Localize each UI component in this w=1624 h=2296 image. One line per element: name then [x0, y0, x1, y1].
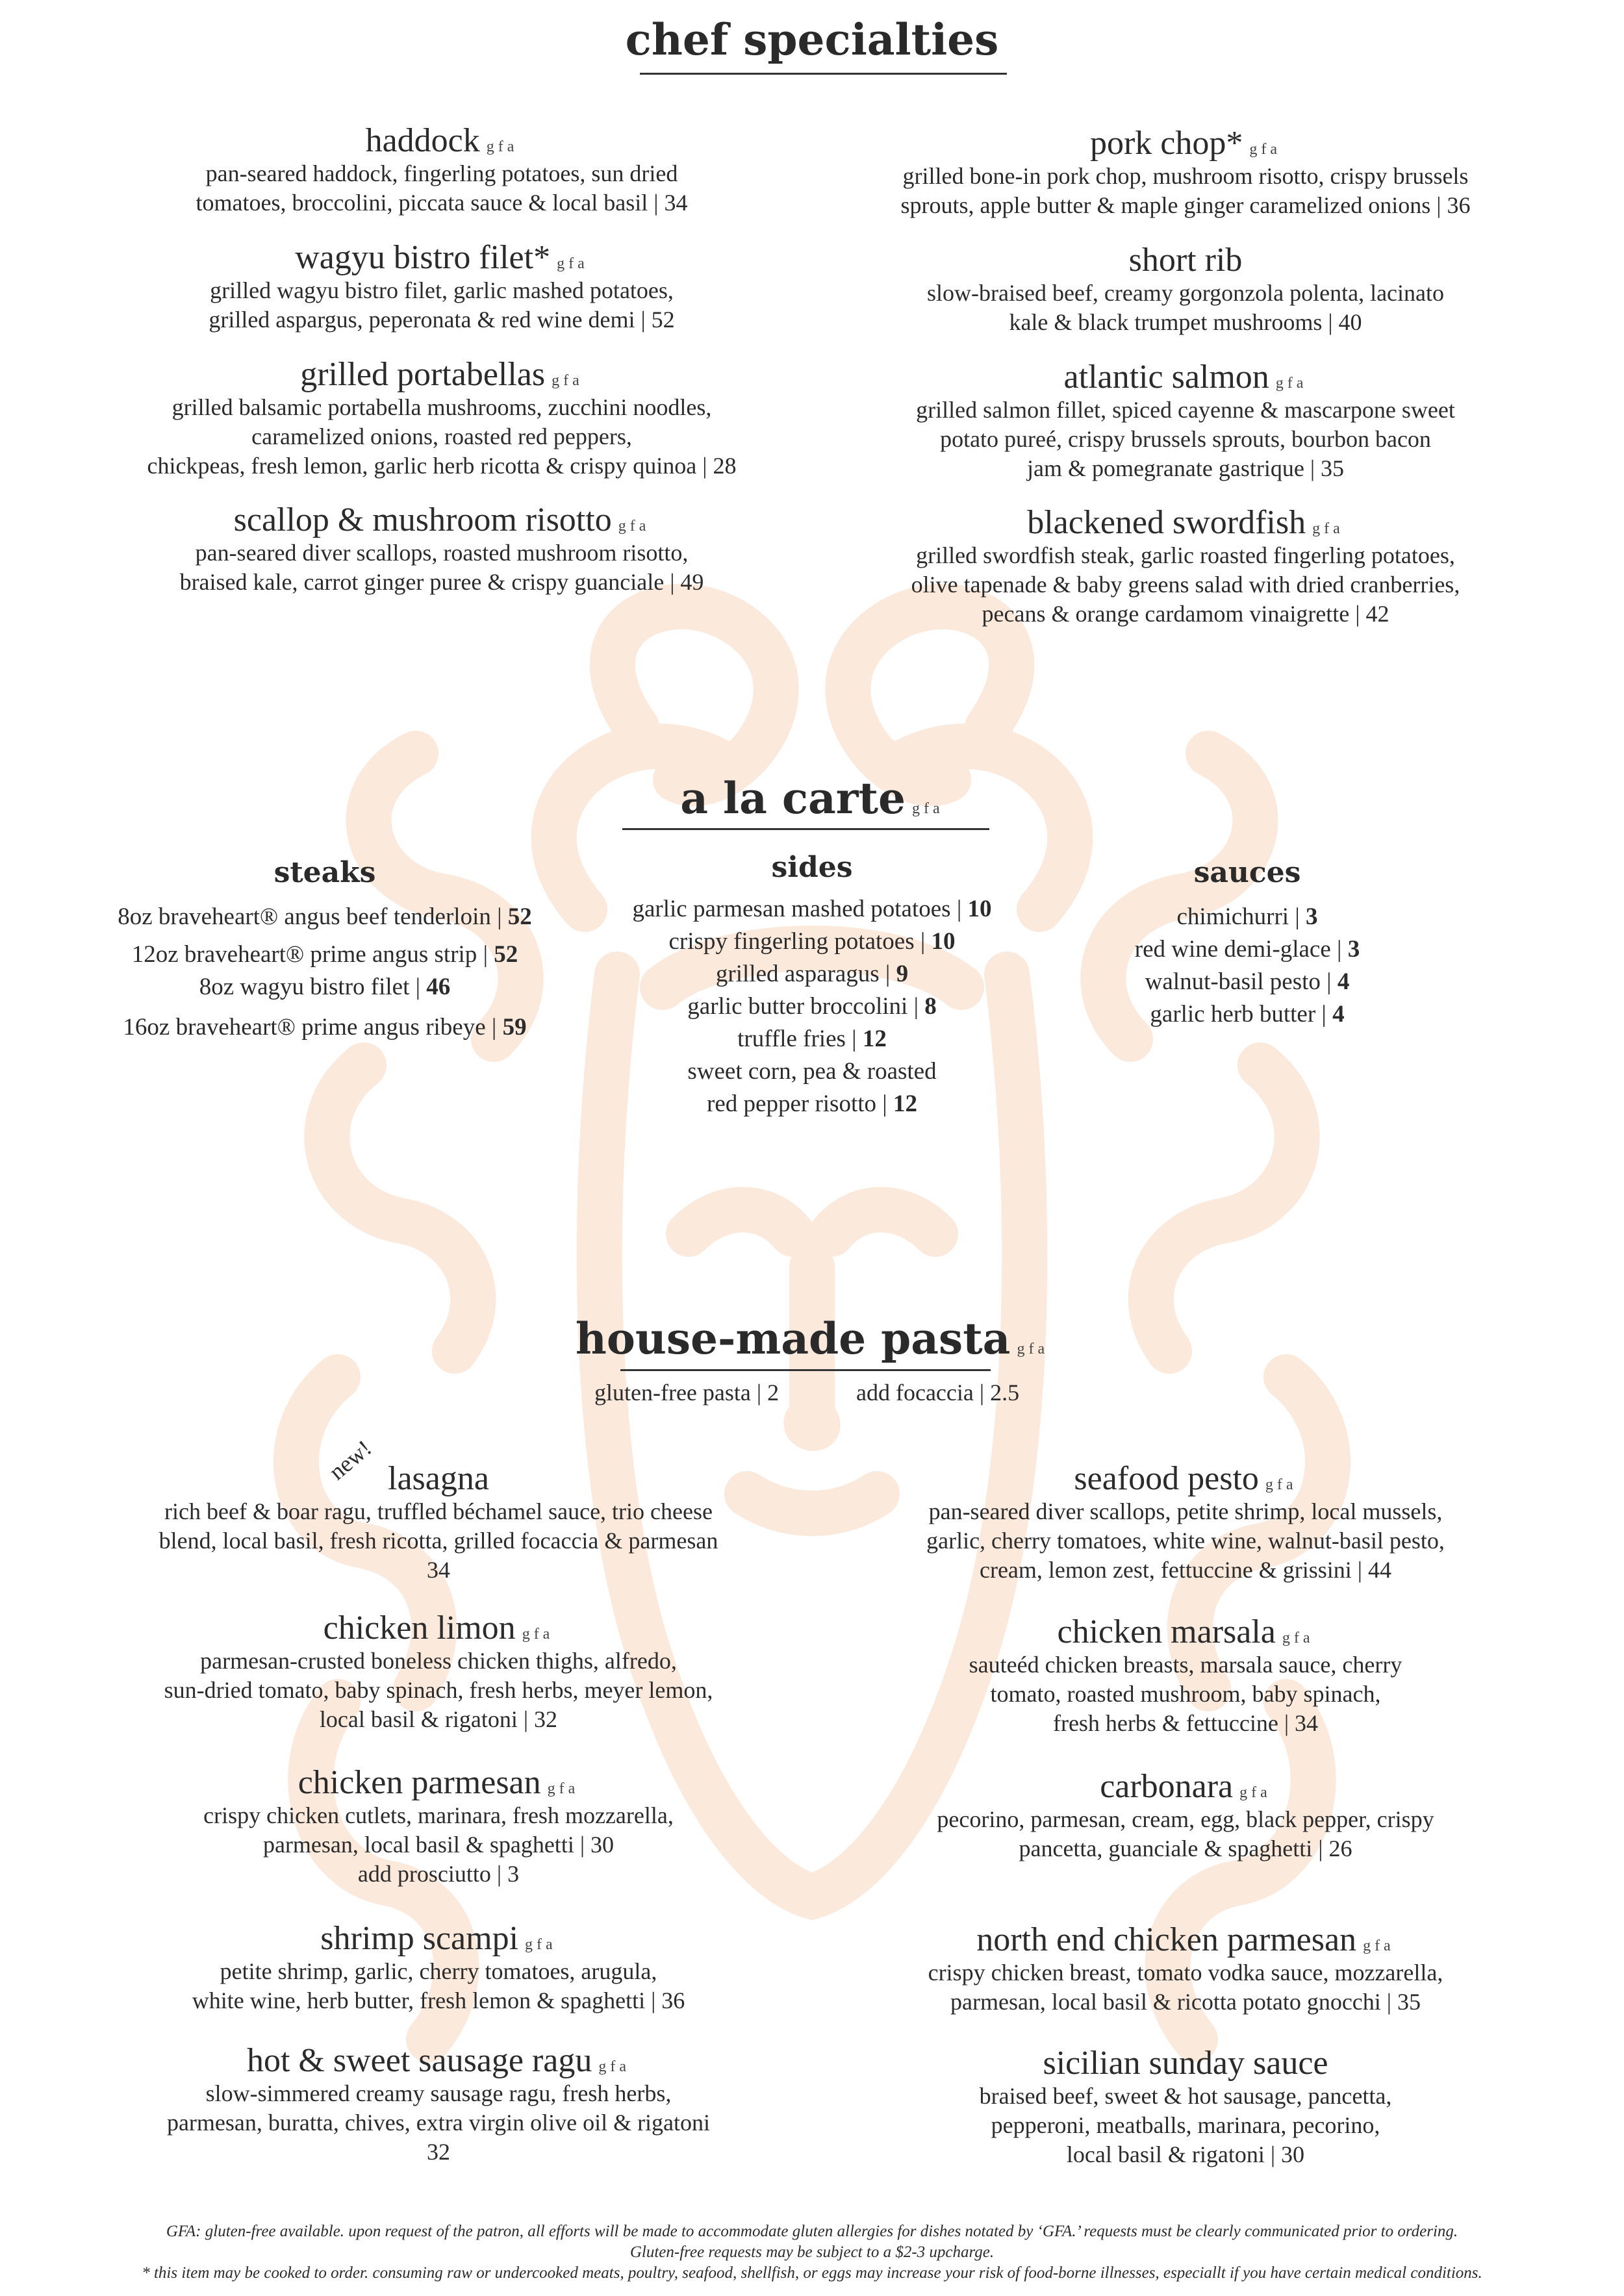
- steaks-list: [65, 901, 585, 1044]
- house-made-pasta-rule: [620, 1369, 991, 1371]
- menu-item-grilled-portabellas: [71, 356, 812, 481]
- gfa-tag: gfa: [552, 372, 583, 389]
- gluten-free-upcharge-notice: Gluten-free requests may be subject to a $2-3 upcharge.: [629, 2243, 995, 2261]
- steaks-column: [65, 856, 585, 1044]
- side-item: garlic parmesan mashed potatoes | 10: [632, 896, 992, 922]
- sauce-item: red wine demi-glace | 3: [1134, 936, 1360, 963]
- item-description: pan-seared haddock, fingerling potatoes, sun dried tomatoes, broccolini, piccata sauce & local basil | 34: [196, 160, 688, 216]
- item-description: grilled balsamic portabella mushrooms, zucchini noodles, caramelized onions, roasted red peppers, chickpeas, fresh lemon, garlic herb ricotta & crispy quinoa | 28: [147, 394, 737, 479]
- chef-specialties-rule: [640, 73, 1007, 75]
- menu-item-pork-chop: [812, 125, 1559, 220]
- chef-specialties-title: chef specialties: [625, 14, 999, 65]
- item-name: pork chop*: [1089, 125, 1243, 162]
- menu-item-chicken-marsala: [812, 1613, 1559, 1738]
- gluten-free-pasta-option: gluten-free pasta | 2: [594, 1380, 780, 1406]
- side-item: sweet corn, pea & roasted: [687, 1058, 937, 1085]
- item-name: north end chicken parmesan: [976, 1921, 1357, 1958]
- menu-item-short-rib: [812, 242, 1559, 337]
- side-item: red pepper risotto | 12: [707, 1091, 917, 1117]
- gfa-tag: gfa: [522, 1626, 554, 1643]
- menu-item-scallop-mushroom-risotto: [71, 501, 812, 597]
- gfa-notice: GFA: gluten-free available. upon request of the patron, all efforts will be made to accommodate gluten allergies for dishes notated by ‘GFA.’ requests must be clearly communicated prior to ordering.: [166, 2223, 1458, 2240]
- item-name: shrimp scampi: [320, 1920, 519, 1957]
- item-description: slow-braised beef, creamy gorgonzola polenta, lacinato kale & black trumpet mushrooms | 40: [926, 280, 1445, 336]
- gfa-tag: gfa: [1265, 1476, 1297, 1493]
- item-name: scallop & mushroom risotto: [233, 501, 612, 538]
- item-description: crispy chicken breast, tomato vodka sauce, mozzarella, parmesan, local basil & ricotta potato gnocchi | 35: [928, 1960, 1443, 2015]
- item-name: short rib: [1128, 242, 1243, 279]
- gfa-tag: gfa: [547, 1780, 579, 1797]
- item-description: slow-simmered creamy sausage ragu, fresh herbs, parmesan, buratta, chives, extra virgin olive oil & rigatoni 32: [166, 2080, 711, 2165]
- gfa-tag: gfa: [1275, 375, 1308, 392]
- menu-item-lasagna: [65, 1460, 812, 1585]
- a-la-carte-title-text: a la carte: [680, 773, 906, 824]
- house-made-pasta-title: [0, 1313, 1624, 1365]
- item-name: atlantic salmon: [1063, 359, 1269, 396]
- side-item: truffle fries | 12: [737, 1026, 887, 1052]
- item-name: carbonara: [1100, 1768, 1234, 1805]
- menu-item-sicilian-sunday-sauce: [812, 2045, 1559, 2169]
- gfa-tag: gfa: [1239, 1784, 1271, 1801]
- item-description: braised beef, sweet & hot sausage, pancetta, pepperoni, meatballs, marinara, pecorino, local basil & rigatoni | 30: [979, 2083, 1392, 2168]
- gfa-tag: gfa: [598, 2058, 631, 2075]
- sauces-title: sauces: [1193, 856, 1301, 889]
- steaks-title: steaks: [273, 856, 376, 889]
- gfa-tag: gfa: [525, 1936, 557, 1953]
- item-description: pan-seared diver scallops, petite shrimp, local mussels, garlic, cherry tomatoes, white wine, walnut-basil pesto, cream, lemon zest, fettuccine & grissini | 44: [926, 1498, 1445, 1583]
- side-item: crispy fingerling potatoes | 10: [668, 928, 956, 955]
- item-name: blackened swordfish: [1027, 504, 1306, 541]
- gfa-tag: gfa: [1282, 1630, 1314, 1646]
- gfa-tag: gfa: [912, 800, 944, 817]
- item-name: haddock: [365, 122, 480, 159]
- item-name: chicken marsala: [1057, 1613, 1276, 1650]
- sauces-list: [1033, 901, 1462, 1031]
- steak-item: 8oz wagyu bistro filet | 46: [199, 974, 451, 1000]
- sides-title: sides: [771, 851, 853, 884]
- sauces-column: [1033, 856, 1462, 1031]
- gfa-tag: gfa: [1249, 141, 1282, 158]
- sides-list: [552, 893, 1072, 1120]
- menu-item-seafood-pesto: [812, 1460, 1559, 1585]
- sides-column: [552, 851, 1072, 1120]
- gfa-tag: gfa: [618, 518, 650, 535]
- item-description: pecorino, parmesan, cream, egg, black pepper, crispy pancetta, guanciale & spaghetti | 26: [937, 1806, 1434, 1862]
- gfa-tag: gfa: [1363, 1937, 1395, 1954]
- menu-item-haddock: [71, 122, 812, 218]
- item-description: pan-seared diver scallops, roasted mushroom risotto, braised kale, carrot ginger puree & crispy guanciale | 49: [179, 540, 704, 596]
- steak-item: 12oz braveheart® prime angus strip | 52: [131, 941, 518, 968]
- item-name: seafood pesto: [1074, 1460, 1259, 1497]
- a-la-carte-rule: [622, 828, 989, 830]
- item-name: grilled portabellas: [300, 356, 546, 393]
- item-name: sicilian sunday sauce: [1043, 2045, 1328, 2082]
- gfa-tag: gfa: [486, 138, 518, 155]
- gfa-tag: gfa: [1312, 520, 1344, 537]
- menu-item-chicken-limon: [65, 1609, 812, 1734]
- item-description: petite shrimp, garlic, cherry tomatoes, arugula, white wine, herb butter, fresh lemon & spaghetti | 36: [192, 1958, 685, 2014]
- menu-item-hot-sweet-sausage-ragu: [65, 2042, 812, 2167]
- house-made-pasta-title-text: house-made pasta: [575, 1313, 1011, 1364]
- new-badge: new!: [324, 1435, 377, 1485]
- item-name: wagyu bistro filet*: [295, 239, 551, 276]
- menu-item-carbonara: [812, 1768, 1559, 1863]
- sauce-item: walnut-basil pesto | 4: [1145, 968, 1350, 995]
- gfa-tag: gfa: [557, 255, 589, 272]
- menu-item-shrimp-scampi: [65, 1920, 812, 2015]
- steak-item: 16oz braveheart® prime angus ribeye | 59: [123, 1014, 527, 1041]
- side-item: grilled asparagus | 9: [715, 961, 909, 987]
- menu-item-blackened-swordfish: [812, 504, 1559, 629]
- side-item: garlic butter broccolini | 8: [687, 993, 937, 1020]
- item-description: grilled bone-in pork chop, mushroom risotto, crispy brussels sprouts, apple butter & maple ginger caramelized onions | 36: [900, 163, 1471, 219]
- sauce-item: chimichurri | 3: [1176, 903, 1318, 930]
- add-focaccia-option: add focaccia | 2.5: [856, 1380, 1020, 1406]
- menu-item-chicken-parmesan: [65, 1764, 812, 1889]
- sauce-item: garlic herb butter | 4: [1150, 1001, 1345, 1028]
- item-name: chicken parmesan: [298, 1764, 541, 1801]
- menu-item-atlantic-salmon: [812, 359, 1559, 483]
- item-name: lasagna: [388, 1460, 489, 1497]
- menu-item-wagyu-bistro-filet: [71, 239, 812, 334]
- item-name: hot & sweet sausage ragu: [246, 2042, 592, 2079]
- steak-item: 8oz braveheart® angus beef tenderloin | 52: [118, 903, 532, 930]
- footer-disclaimer: [0, 2221, 1624, 2284]
- gfa-tag: gfa: [1017, 1341, 1049, 1357]
- raw-food-warning: * this item may be cooked to order. consuming raw or undercooked meats, poultry, seafood, shellfish, or eggs may increase your risk of food-borne illnesses, especiallt if you have certain medical conditions.: [142, 2264, 1482, 2282]
- item-description: grilled salmon fillet, spiced cayenne & mascarpone sweet potato pureé, crispy brussels sprouts, bourbon bacon jam & pomegranate gastrique | 35: [916, 397, 1455, 482]
- item-description: crispy chicken cutlets, marinara, fresh mozzarella, parmesan, local basil & spaghetti | 30 add prosciutto | 3: [203, 1802, 674, 1887]
- menu-item-north-end-chicken-parmesan: [812, 1921, 1559, 2017]
- item-description: sauteéd chicken breasts, marsala sauce, cherry tomato, roasted mushroom, baby spinach, fresh herbs & fettuccine | 34: [969, 1652, 1402, 1737]
- item-description: grilled wagyu bistro filet, garlic mashed potatoes, grilled aspargus, peperonata & red wine demi | 52: [209, 277, 675, 333]
- item-description: rich beef & boar ragu, truffled béchamel sauce, trio cheese blend, local basil, fresh ricotta, grilled focaccia & parmesan 34: [159, 1498, 718, 1583]
- item-name: chicken limon: [323, 1609, 516, 1646]
- item-description: parmesan-crusted boneless chicken thighs, alfredo, sun-dried tomato, baby spinach, fresh herbs, meyer lemon, local basil & rigatoni | 32: [164, 1648, 713, 1733]
- a-la-carte-title: [0, 773, 1624, 824]
- item-description: grilled swordfish steak, garlic roasted fingerling potatoes, olive tapenade & baby greens salad with dried cranberries, pecans & orange cardamom vinaigrette | 42: [911, 542, 1460, 627]
